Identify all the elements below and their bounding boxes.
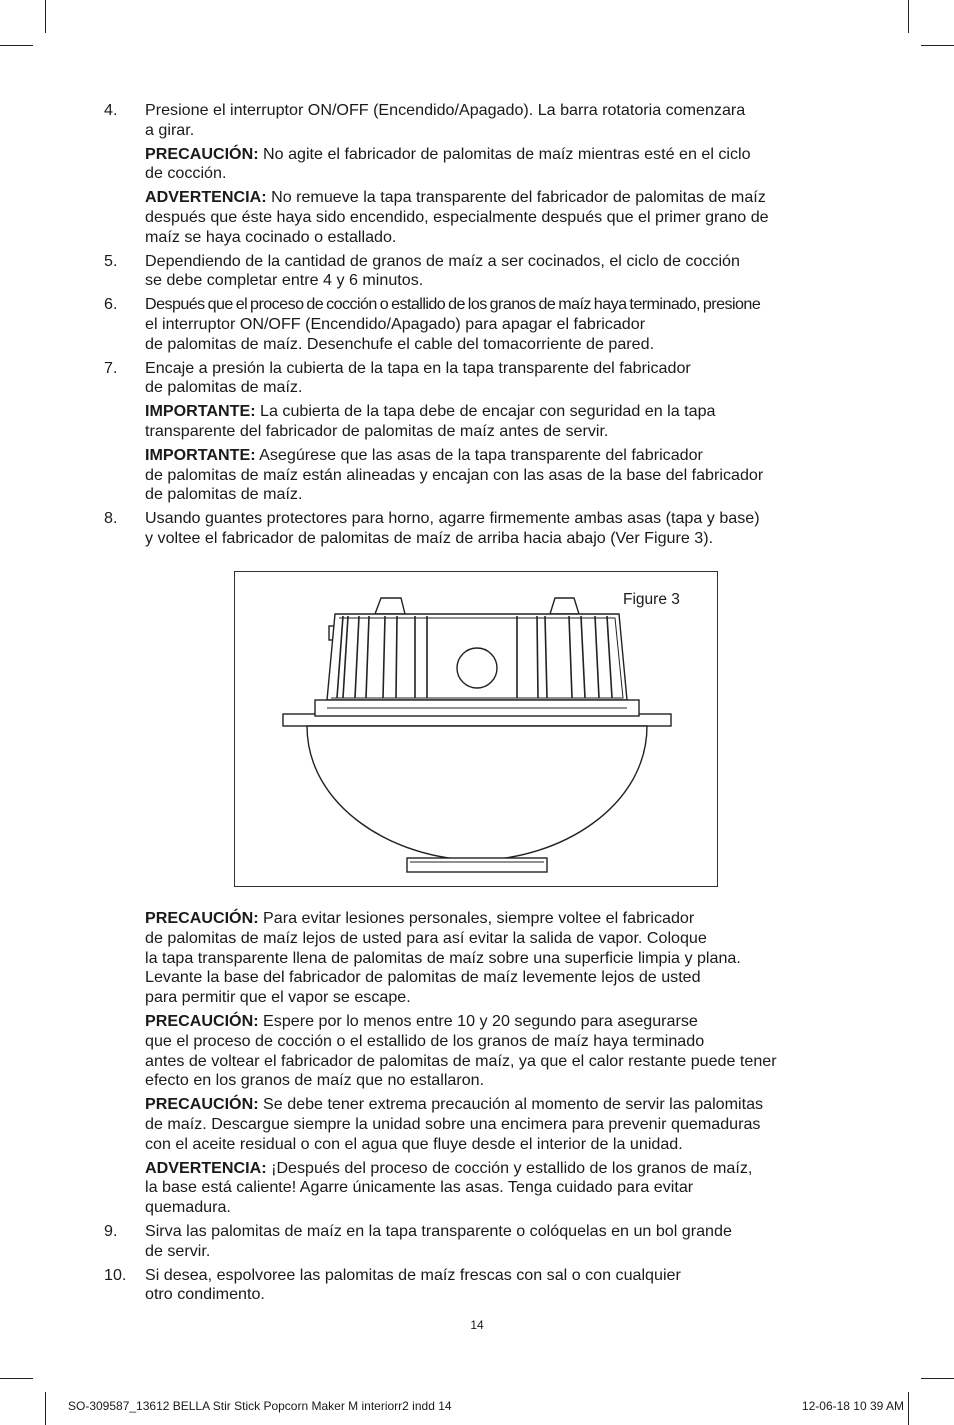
crop-mark bbox=[0, 1378, 33, 1379]
item-number: 8. bbox=[104, 509, 118, 528]
text-line: de maíz. Descargue siempre la unidad sobre una encimera para prevenir quemaduras bbox=[145, 1114, 761, 1133]
important-note bbox=[145, 446, 864, 505]
text-line: con el aceite residual o con el agua que fluye desde el interior de la unidad. bbox=[145, 1134, 683, 1153]
instructions-top bbox=[104, 101, 864, 553]
text-line: el interruptor ON/OFF (Encendido/Apagado) para apagar el fabricador bbox=[145, 314, 646, 333]
crop-mark bbox=[921, 45, 954, 46]
important-note bbox=[145, 402, 864, 442]
page-number: 14 bbox=[470, 1318, 484, 1332]
text-line: Espere por lo menos entre 10 y 20 segundo para asegurarse bbox=[258, 1011, 698, 1030]
text-line: Levante la base del fabricador de palomitas de maíz levemente lejos de usted bbox=[145, 968, 701, 987]
text-line: de palomitas de maíz. Desenchufe el cable del tomacorriente de pared. bbox=[145, 334, 655, 353]
text-line: de palomitas de maíz están alineadas y encajan con las asas de la base del fabricador bbox=[145, 465, 764, 484]
crop-mark bbox=[45, 1392, 46, 1425]
text-line: antes de voltear el fabricador de palomitas de maíz, ya que el calor restante puede tener bbox=[145, 1051, 777, 1070]
note-label: IMPORTANTE: bbox=[145, 445, 256, 464]
item-number: 5. bbox=[104, 251, 118, 270]
crop-mark bbox=[0, 45, 33, 46]
text-line: y voltee el fabricador de palomitas de maíz de arriba hacia abajo (Ver Figure 3). bbox=[145, 528, 714, 547]
list-item bbox=[104, 295, 864, 354]
text-line: Presione el interruptor ON/OFF (Encendido/Apagado). La barra rotatoria comenzara bbox=[145, 101, 746, 119]
caution-note bbox=[104, 1095, 864, 1154]
note-label: IMPORTANTE: bbox=[145, 402, 256, 421]
item-number: 9. bbox=[104, 1221, 118, 1240]
text-line: a girar. bbox=[145, 120, 195, 139]
note-label: ADVERTENCIA: bbox=[145, 1158, 267, 1177]
text-line: la tapa transparente llena de palomitas de maíz sobre una superficie limpia y plana. bbox=[145, 948, 741, 967]
text-line: No remueve la tapa transparente del fabricador de palomitas de maíz bbox=[266, 188, 766, 207]
list-item bbox=[104, 359, 864, 506]
figure-3 bbox=[234, 571, 718, 887]
print-slug-file: SO-309587_13612 BELLA Stir Stick Popcorn Maker M interiorr2 indd 14 bbox=[68, 1399, 452, 1413]
item-number: 10. bbox=[104, 1265, 127, 1284]
text-line: Si desea, espolvoree las palomitas de maíz frescas con sal o con cualquier bbox=[145, 1265, 681, 1284]
list-item bbox=[104, 252, 864, 292]
instructions-bottom bbox=[104, 909, 864, 1309]
note-label: PRECAUCIÓN: bbox=[145, 1095, 259, 1114]
text-line: de cocción. bbox=[145, 164, 227, 183]
text-line: de servir. bbox=[145, 1241, 211, 1260]
text-line: transparente del fabricador de palomitas de maíz antes de servir. bbox=[145, 421, 609, 440]
list-item bbox=[104, 509, 864, 549]
note-label: PRECAUCIÓN: bbox=[145, 1011, 259, 1030]
list-item bbox=[104, 101, 864, 248]
text-line: maíz se haya cocinado o estallado. bbox=[145, 227, 397, 246]
text-line: Usando guantes protectores para horno, agarre firmemente ambas asas (tapa y base) bbox=[145, 509, 760, 528]
list-item bbox=[104, 1266, 864, 1306]
item-number: 7. bbox=[104, 358, 118, 377]
item-number: 6. bbox=[104, 295, 118, 314]
warning-note bbox=[145, 188, 864, 247]
text-line: quemadura. bbox=[145, 1198, 231, 1217]
crop-mark bbox=[921, 1378, 954, 1379]
text-line: Se debe tener extrema precaución al momento de servir las palomitas bbox=[258, 1095, 764, 1114]
popcorn-maker-illustration bbox=[235, 572, 719, 888]
text-line: efecto en los granos de maíz que no estallaron. bbox=[145, 1071, 485, 1090]
text-line: La cubierta de la tapa debe de encajar con seguridad en la tapa bbox=[255, 402, 716, 421]
crop-mark bbox=[908, 1392, 909, 1425]
crop-mark bbox=[45, 0, 46, 33]
crop-mark bbox=[908, 0, 909, 33]
text-line: se debe completar entre 4 y 6 minutos. bbox=[145, 271, 424, 290]
list-item bbox=[104, 1222, 864, 1262]
text-line: para permitir que el vapor se escape. bbox=[145, 988, 411, 1007]
note-label: PRECAUCIÓN: bbox=[145, 144, 259, 163]
note-label: ADVERTENCIA: bbox=[145, 188, 267, 207]
text-line: otro condimento. bbox=[145, 1285, 265, 1304]
text-line: Encaje a presión la cubierta de la tapa en la tapa transparente del fabricador bbox=[145, 358, 691, 377]
warning-note bbox=[104, 1159, 864, 1218]
text-line: Asegúrese que las asas de la tapa transparente del fabricador bbox=[255, 445, 703, 464]
text-line: que el proceso de cocción o el estallido de los granos de maíz haya terminado bbox=[145, 1031, 705, 1050]
text-line: Después que el proceso de cocción o estallido de los granos de maíz haya terminado, presione bbox=[145, 295, 761, 314]
caution-note bbox=[104, 909, 864, 1008]
text-line: la base está caliente! Agarre únicamente las asas. Tenga cuidado para evitar bbox=[145, 1178, 694, 1197]
text-line: ¡Después del proceso de cocción y estallido de los granos de maíz, bbox=[266, 1158, 753, 1177]
note-label: PRECAUCIÓN: bbox=[145, 909, 259, 927]
text-line: Dependiendo de la cantidad de granos de maíz a ser cocinados, el ciclo de cocción bbox=[145, 251, 740, 270]
caution-note bbox=[104, 1012, 864, 1091]
text-line: Para evitar lesiones personales, siempre voltee el fabricador bbox=[258, 909, 695, 927]
figure-caption: Figure 3 bbox=[623, 591, 680, 608]
item-number: 4. bbox=[104, 101, 118, 119]
text-line: Sirva las palomitas de maíz en la tapa transparente o colóquelas en un bol grande bbox=[145, 1221, 732, 1240]
text-line: después que éste haya sido encendido, especialmente después que el primer grano de bbox=[145, 207, 769, 226]
text-line: de palomitas de maíz. bbox=[145, 485, 303, 504]
text-line: No agite el fabricador de palomitas de maíz mientras esté en el ciclo bbox=[258, 144, 751, 163]
caution-note bbox=[145, 145, 864, 185]
print-slug-date: 12-06-18 10 39 AM bbox=[801, 1399, 904, 1413]
text-line: de palomitas de maíz. bbox=[145, 378, 303, 397]
text-line: de palomitas de maíz lejos de usted para así evitar la salida de vapor. Coloque bbox=[145, 928, 707, 947]
